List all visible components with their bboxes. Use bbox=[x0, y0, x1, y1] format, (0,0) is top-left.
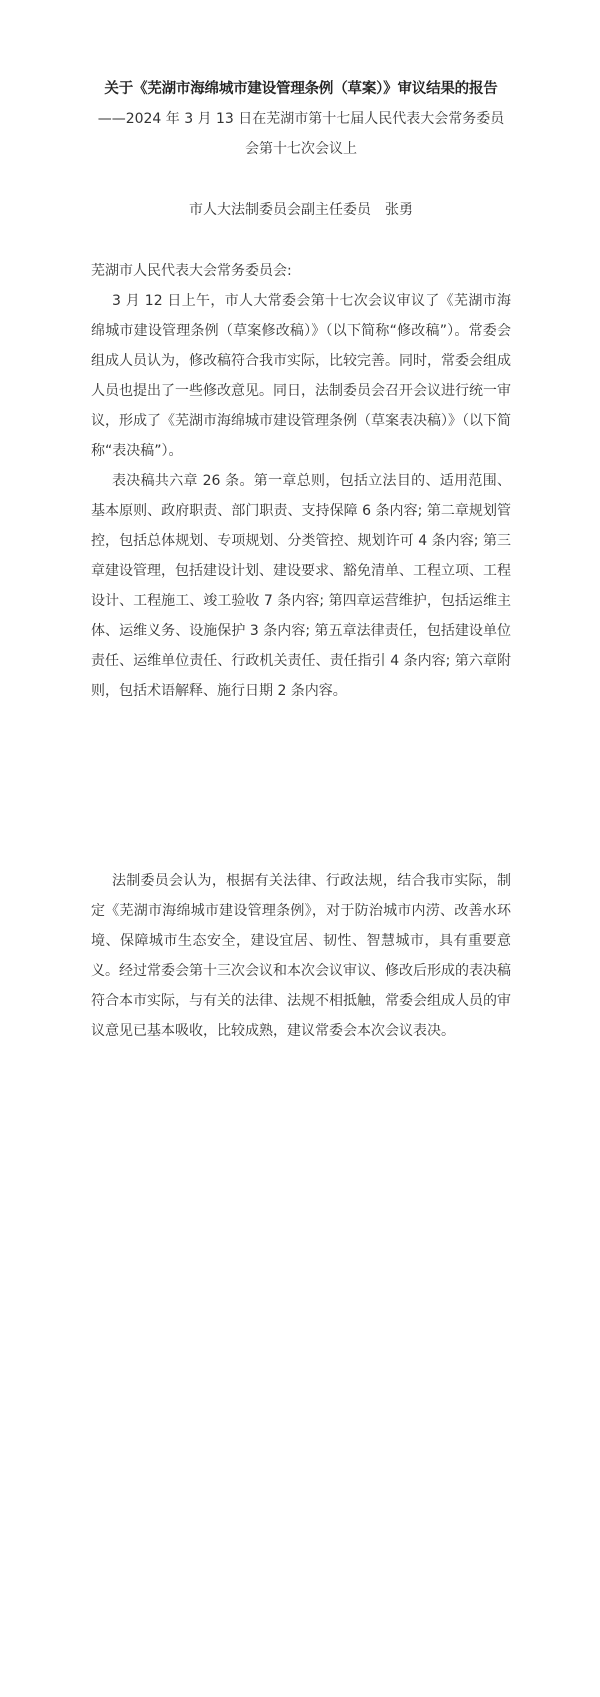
salutation: 芜湖市人民代表大会常务委员会: bbox=[91, 263, 292, 279]
document-subtitle: ——2024 年 3 月 13 日在芜湖市第十七届人民代表大会常务委员会第十七次会议上 bbox=[97, 111, 505, 157]
document bbox=[91, 74, 511, 1046]
document-title: 关于《芜湖市海绵城市建设管理条例（草案）》审议结果的报告 bbox=[104, 81, 498, 97]
blank-space bbox=[91, 706, 511, 866]
paragraph: 表决稿共六章 26 条。第一章总则，包括立法目的、适用范围、基本原则、政府职责、部门职责、支持保障 6 条内容; 第二章规划管控，包括总体规划、专项规划、分类管控、规划许可 4 条内容; 第三章建设管理，包括建设计划、建设要求、豁免清单、工程立项、工程设计、工程施工、竣工验收 7 条内容; 第四章运营维护，包括运维主体、运维义务、设施保护 3 条内容; 第五章法律责任，包括建设单位责任、运维单位责任、行政机关责任、责任指引 4 条内容; 第六章附则，包括术语解释、施行日期 2 条内容。 bbox=[91, 473, 511, 699]
document-author: 市人大法制委员会副主任委员 张勇 bbox=[189, 202, 413, 218]
paragraph: 3 月 12 日上午，市人大常委会第十七次会议审议了《芜湖市海绵城市建设管理条例（草案修改稿）》（以下简称“修改稿”）。常委会组成人员认为，修改稿符合我市实际，比较完善。同时，常委会组成人员也提出了一些修改意见。同日，法制委员会召开会议进行统一审议，形成了《芜湖市海绵城市建设管理条例（草案表决稿）》（以下简称“表决稿”）。 bbox=[91, 293, 511, 459]
paragraph: 法制委员会认为，根据有关法律、行政法规，结合我市实际，制定《芜湖市海绵城市建设管理条例》，对于防治城市内涝、改善水环境、保障城市生态安全，建设宜居、韧性、智慧城市，具有重要意义。经过常委会第十三次会议和本次会议审议、修改后形成的表决稿符合本市实际，与有关的法律、法规不相抵触，常委会组成人员的审议意见已基本吸收，比较成熟，建议常委会本次会议表决。 bbox=[91, 873, 511, 1039]
